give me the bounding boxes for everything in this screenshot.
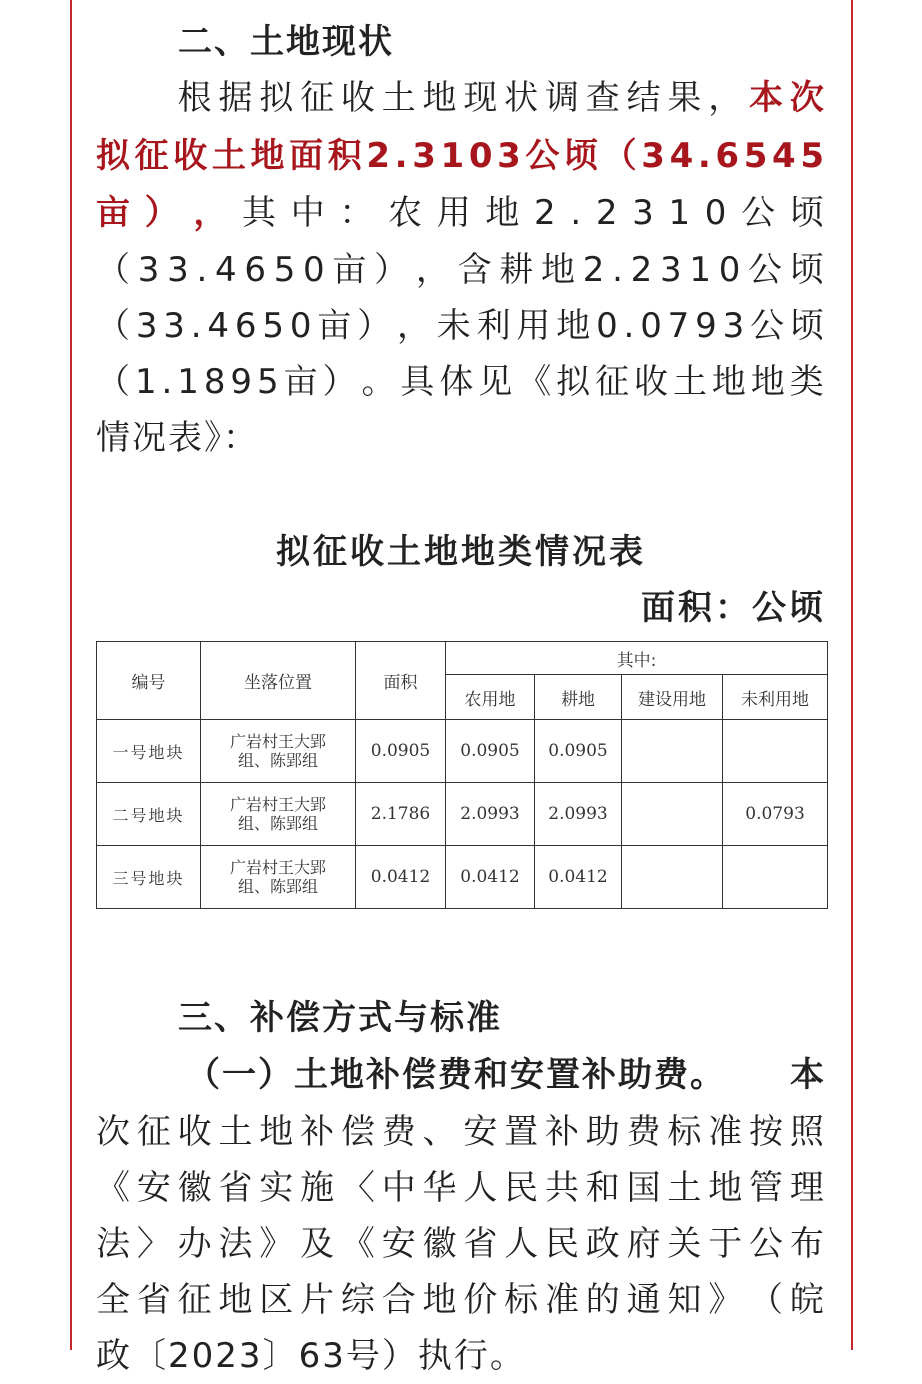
highlight-char: 4 — [669, 136, 696, 176]
text-char: 补 — [544, 1112, 581, 1152]
highlight-char: . — [394, 136, 410, 176]
cell-unused — [723, 846, 828, 909]
text-char: 地 — [708, 1168, 745, 1208]
highlight-char: 土 — [211, 136, 248, 176]
cell-farmland: 0.0412 — [446, 846, 535, 909]
text-char: 5 — [273, 250, 298, 290]
text-char: 偿 — [340, 1112, 377, 1152]
text-char: 含 — [457, 250, 494, 290]
text-char: 》 — [204, 418, 223, 458]
text-char: ） — [374, 250, 411, 290]
text-char: 徽 — [422, 1224, 459, 1264]
text-char: 现 — [463, 78, 500, 118]
text-char: 地 — [218, 1280, 255, 1320]
text-char: 地 — [556, 306, 593, 346]
cell-farmland: 2.0993 — [446, 783, 535, 846]
header-construction: 建设用地 — [622, 675, 723, 720]
text-char: 征 — [595, 362, 632, 402]
highlight-char: 本 — [749, 78, 785, 118]
text-char: 皖 — [789, 1280, 826, 1320]
text-char: 1 — [689, 250, 713, 290]
cell-location — [201, 783, 356, 846]
text-char: . — [570, 193, 584, 233]
text-char: 2 — [215, 1336, 239, 1376]
cell-area: 0.0905 — [356, 720, 446, 783]
text-char: 助 — [585, 1112, 622, 1152]
text-char: 〈 — [340, 1168, 377, 1208]
text-char: （ — [96, 362, 132, 402]
cell-unused — [723, 720, 828, 783]
text-char: 综 — [340, 1280, 377, 1320]
text-char: ： — [339, 193, 376, 233]
text-char: 地 — [422, 78, 459, 118]
text-char: . — [190, 306, 204, 346]
text-char: 。 — [489, 1336, 526, 1376]
highlight-char: 4 — [772, 136, 798, 176]
text-char: ） — [357, 306, 394, 346]
text-char: 共 — [544, 1168, 581, 1208]
text-char: 和 — [585, 1168, 622, 1208]
header-cultivated: 耕地 — [535, 675, 622, 720]
text-char — [96, 70, 132, 126]
text-char: 照 — [789, 1112, 826, 1152]
text-char: 6 — [298, 1336, 323, 1376]
right-frame-border — [851, 0, 853, 1350]
left-frame-border — [70, 0, 72, 1350]
text-char: 准 — [708, 1112, 745, 1152]
text-char: 征 — [177, 1280, 214, 1320]
text-char: 0 — [289, 306, 314, 346]
text-char: 1 — [134, 362, 159, 402]
cell-cultivated: 0.0412 — [535, 846, 622, 909]
text-char: 民 — [504, 1168, 541, 1208]
table-row — [97, 846, 828, 909]
cell-area: 0.0412 — [356, 846, 446, 909]
text-char: 关 — [667, 1224, 704, 1264]
highlight-char: 公 — [525, 136, 562, 176]
text-char: 7 — [667, 306, 692, 346]
compensation-subheading-tail: 本 — [790, 1055, 826, 1095]
text-char: 3 — [659, 250, 684, 290]
text-char: ， — [415, 250, 452, 290]
text-char: 收 — [340, 78, 377, 118]
text-char: 6 — [244, 250, 268, 290]
text-char: 9 — [230, 362, 255, 402]
text-char: 布 — [789, 1224, 826, 1264]
text-char: 3 — [135, 306, 160, 346]
text-char: 拟 — [556, 362, 593, 402]
highlight-char: （ — [602, 136, 639, 176]
text-char: 政 — [96, 1336, 132, 1376]
text-char: 、 — [422, 1112, 459, 1152]
text-char: 9 — [695, 306, 719, 346]
text-char: 类 — [789, 362, 826, 402]
text-char: 2 — [630, 250, 655, 290]
text-char: 具 — [400, 362, 437, 402]
cell-construction — [622, 846, 723, 909]
text-char: 〔 — [132, 1336, 168, 1376]
text-char: 土 — [672, 362, 709, 402]
text-char: . — [161, 362, 175, 402]
text-char: 的 — [585, 1280, 622, 1320]
text-char: 政 — [585, 1224, 622, 1264]
highlight-char: ， — [193, 193, 230, 233]
paragraph-line — [96, 1160, 826, 1216]
paragraph-line — [96, 1328, 826, 1384]
text-char: 省 — [463, 1224, 500, 1264]
text-char: 8 — [203, 362, 228, 402]
text-char: 办 — [177, 1224, 214, 1264]
text-char: 见 — [478, 362, 515, 402]
text-char: 果 — [667, 78, 704, 118]
text-char: （ — [749, 1280, 785, 1320]
text-char: 体 — [439, 362, 476, 402]
highlight-char: 征 — [134, 136, 171, 176]
text-char: 安 — [463, 1112, 500, 1152]
text-char: 0 — [303, 250, 327, 290]
text-char: 调 — [544, 78, 581, 118]
text-char: 合 — [381, 1280, 418, 1320]
paragraph-line — [96, 1216, 826, 1272]
text-char: 号 — [345, 1336, 382, 1376]
text-char: 民 — [544, 1224, 581, 1264]
text-char: 3 — [238, 1336, 263, 1376]
text-char: 按 — [749, 1112, 785, 1152]
cell-location-line2: 组、陈郢组 — [237, 877, 318, 896]
highlight-char: 5 — [743, 136, 770, 176]
paragraph-line — [96, 185, 826, 241]
text-char: 施 — [300, 1168, 337, 1208]
text-char: 。 — [361, 362, 398, 402]
header-location: 坐落位置 — [201, 642, 356, 720]
text-char: . — [623, 306, 637, 346]
text-char: 3 — [322, 1336, 346, 1376]
text-char: 理 — [789, 1168, 826, 1208]
highlight-char: 亩 — [96, 193, 132, 233]
text-char: 补 — [300, 1112, 337, 1152]
text-char: 结 — [626, 78, 663, 118]
text-char: 况 — [132, 418, 168, 458]
highlight-char: 地 — [250, 136, 287, 176]
text-char: 管 — [749, 1168, 785, 1208]
cell-unused: 0.0793 — [723, 783, 828, 846]
text-char: 3 — [632, 193, 656, 233]
text-char: 中 — [290, 193, 327, 233]
text-char: 地 — [485, 193, 522, 233]
text-char: 华 — [422, 1168, 459, 1208]
text-char: 人 — [463, 1168, 500, 1208]
cell-location — [201, 720, 356, 783]
paragraph-line — [96, 242, 826, 298]
text-char: 用 — [436, 193, 473, 233]
text-char: 0 — [191, 1336, 216, 1376]
compensation-subheading-line — [96, 1047, 826, 1103]
cell-code: 一号地块 — [97, 720, 201, 783]
text-char: ， — [396, 306, 433, 346]
text-char: . — [612, 250, 625, 290]
text-char: 亩 — [317, 306, 354, 346]
paragraph-line — [96, 128, 826, 184]
text-char: 公 — [750, 306, 787, 346]
text-char: 4 — [207, 306, 232, 346]
compensation-subheading: （一）土地补偿费和安置补助费。 — [186, 1055, 726, 1095]
text-char: 于 — [708, 1224, 745, 1264]
text-char: 0 — [718, 250, 743, 290]
cell-location-line1: 广岩村王大郢 — [229, 732, 326, 751]
text-char: 2 — [168, 1336, 192, 1376]
highlight-char: 积 — [327, 136, 364, 176]
text-char: 其 — [242, 193, 279, 233]
text-char: 3 — [163, 306, 187, 346]
text-char: 法 — [218, 1224, 255, 1264]
highlight-char: 拟 — [96, 136, 132, 176]
cell-farmland: 0.0905 — [446, 720, 535, 783]
text-char: 执 — [417, 1336, 454, 1376]
text-char: 征 — [136, 1112, 173, 1152]
cell-construction — [622, 720, 723, 783]
text-char: 查 — [585, 78, 622, 118]
text-char: 1 — [177, 362, 201, 402]
text-char: 公 — [741, 193, 778, 233]
highlight-char: 面 — [289, 136, 326, 176]
text-char: （ — [96, 306, 132, 346]
text-char: 顷 — [789, 193, 826, 233]
text-char: 标 — [504, 1280, 541, 1320]
text-char: ） — [381, 1336, 418, 1376]
paragraph-line — [96, 354, 826, 410]
text-char: 价 — [463, 1280, 500, 1320]
text-char: 置 — [504, 1112, 541, 1152]
text-char: 土 — [667, 1168, 704, 1208]
text-char: 根 — [177, 78, 214, 118]
text-char: 人 — [504, 1224, 541, 1264]
highlight-char: 5 — [800, 136, 826, 176]
text-char: 费 — [381, 1112, 418, 1152]
text-char: 地 — [750, 362, 787, 402]
text-char: 《 — [340, 1224, 377, 1264]
text-char: 片 — [300, 1280, 337, 1320]
text-char: 次 — [96, 1112, 132, 1152]
table-header-row — [97, 642, 828, 675]
text-char: 通 — [626, 1280, 663, 1320]
header-code: 编号 — [97, 642, 201, 720]
highlight-char: 收 — [173, 136, 210, 176]
text-char: 安 — [136, 1168, 173, 1208]
cell-location-line2: 组、陈郢组 — [237, 751, 318, 770]
highlight-char: 6 — [715, 136, 742, 176]
highlight-char: 3 — [641, 136, 667, 176]
text-char: 拟 — [259, 78, 296, 118]
text-char: 收 — [177, 1112, 214, 1152]
text-char: 顷 — [789, 306, 826, 346]
table-row — [97, 783, 828, 846]
text-char: 2 — [595, 193, 620, 233]
text-char: 状 — [504, 78, 541, 118]
text-char: 国 — [626, 1168, 663, 1208]
text-char: 标 — [667, 1112, 704, 1152]
text-char: 法 — [96, 1224, 132, 1264]
cell-code: 三号地块 — [97, 846, 201, 909]
paragraph-line — [96, 1272, 826, 1328]
cell-construction — [622, 783, 723, 846]
text-char: 耕 — [499, 250, 536, 290]
text-char: 0 — [596, 306, 620, 346]
highlight-char: ） — [144, 193, 181, 233]
cell-location — [201, 846, 356, 909]
text-char: 利 — [476, 306, 513, 346]
text-char: . — [196, 250, 210, 290]
text-char: 省 — [218, 1168, 255, 1208]
text-char: 0 — [640, 306, 664, 346]
cell-location-line2: 组、陈郢组 — [237, 814, 318, 833]
text-char: 省 — [136, 1280, 173, 1320]
text-char: 情 — [96, 418, 132, 458]
text-char: 费 — [626, 1112, 663, 1152]
text-char: 4 — [214, 250, 239, 290]
header-unused: 未利用地 — [723, 675, 828, 720]
text-char: 未 — [436, 306, 473, 346]
table-unit-label: 面积：公顷 — [641, 588, 826, 628]
text-char: 农 — [388, 193, 425, 233]
text-char: 用 — [516, 306, 553, 346]
text-char: 收 — [634, 362, 671, 402]
text-char: 准 — [544, 1280, 581, 1320]
text-char: 地 — [259, 1112, 296, 1152]
text-char: 土 — [381, 78, 418, 118]
section-heading-compensation: 三、补偿方式与标准 — [178, 998, 502, 1038]
cell-cultivated: 2.0993 — [535, 783, 622, 846]
text-char: 区 — [259, 1280, 296, 1320]
text-char — [137, 70, 173, 126]
text-char: 《 — [517, 362, 554, 402]
text-char: 安 — [381, 1224, 418, 1264]
text-char: 中 — [381, 1168, 418, 1208]
text-char: 亩 — [283, 362, 320, 402]
text-char: 〕 — [262, 1336, 299, 1376]
highlight-char: 顷 — [564, 136, 601, 176]
text-char: 土 — [218, 1112, 255, 1152]
text-char: 2 — [534, 193, 558, 233]
text-char: 3 — [722, 306, 747, 346]
text-char: 亩 — [332, 250, 369, 290]
text-char: 地 — [541, 250, 577, 290]
text-char: ， — [708, 78, 745, 118]
paragraph-line — [96, 1104, 826, 1160]
cell-cultivated: 0.0905 — [535, 720, 622, 783]
text-char: 徽 — [177, 1168, 214, 1208]
highlight-char: 次 — [789, 78, 826, 118]
text-char: 6 — [234, 306, 259, 346]
text-char: 1 — [668, 193, 693, 233]
text-char: 全 — [96, 1280, 132, 1320]
text-char: 〉 — [136, 1224, 173, 1264]
land-category-table — [96, 641, 828, 909]
paragraph-line — [96, 70, 826, 126]
text-char: ） — [322, 362, 359, 402]
text-char: 2 — [582, 250, 607, 290]
text-char: 及 — [300, 1224, 337, 1264]
cell-area: 2.1786 — [356, 783, 446, 846]
text-char: 》 — [708, 1280, 745, 1320]
text-char: 3 — [137, 250, 162, 290]
highlight-char: 2 — [366, 136, 393, 176]
table-title: 拟征收土地地类情况表 — [276, 532, 646, 572]
highlight-char: . — [697, 136, 713, 176]
text-char: 公 — [748, 250, 785, 290]
text-char: 5 — [262, 306, 286, 346]
text-char: 知 — [667, 1280, 704, 1320]
highlight-char: 0 — [468, 136, 495, 176]
header-group-of-which: 其中: — [446, 642, 828, 675]
text-char: 行 — [453, 1336, 490, 1376]
text-char: 征 — [300, 78, 337, 118]
cell-location-line1: 广岩村王大郢 — [229, 795, 326, 814]
highlight-char: 1 — [440, 136, 467, 176]
highlight-char: 3 — [412, 136, 438, 176]
table-row — [97, 720, 828, 783]
text-char: 实 — [259, 1168, 296, 1208]
highlight-char: 3 — [497, 136, 523, 176]
text-char: 3 — [167, 250, 191, 290]
cell-location-line1: 广岩村王大郢 — [229, 858, 326, 877]
text-char: 府 — [626, 1224, 663, 1264]
header-area: 面积 — [356, 642, 446, 720]
text-char: 0 — [704, 193, 729, 233]
text-char: 地 — [422, 1280, 459, 1320]
text-char: 地 — [711, 362, 748, 402]
text-char: 顷 — [789, 250, 826, 290]
text-char: 》 — [259, 1224, 296, 1264]
text-char: 据 — [218, 78, 255, 118]
text-char: 公 — [749, 1224, 785, 1264]
paragraph-line — [96, 410, 826, 466]
text-char: 5 — [257, 362, 281, 402]
text-char: 表 — [168, 418, 204, 458]
text-char: 《 — [96, 1168, 132, 1208]
paragraph-line — [96, 298, 826, 354]
header-farmland: 农用地 — [446, 675, 535, 720]
cell-code: 二号地块 — [97, 783, 201, 846]
section-heading-land-status: 二、土地现状 — [178, 22, 394, 62]
text-char: （ — [96, 250, 132, 290]
text-char: ： — [223, 418, 259, 458]
